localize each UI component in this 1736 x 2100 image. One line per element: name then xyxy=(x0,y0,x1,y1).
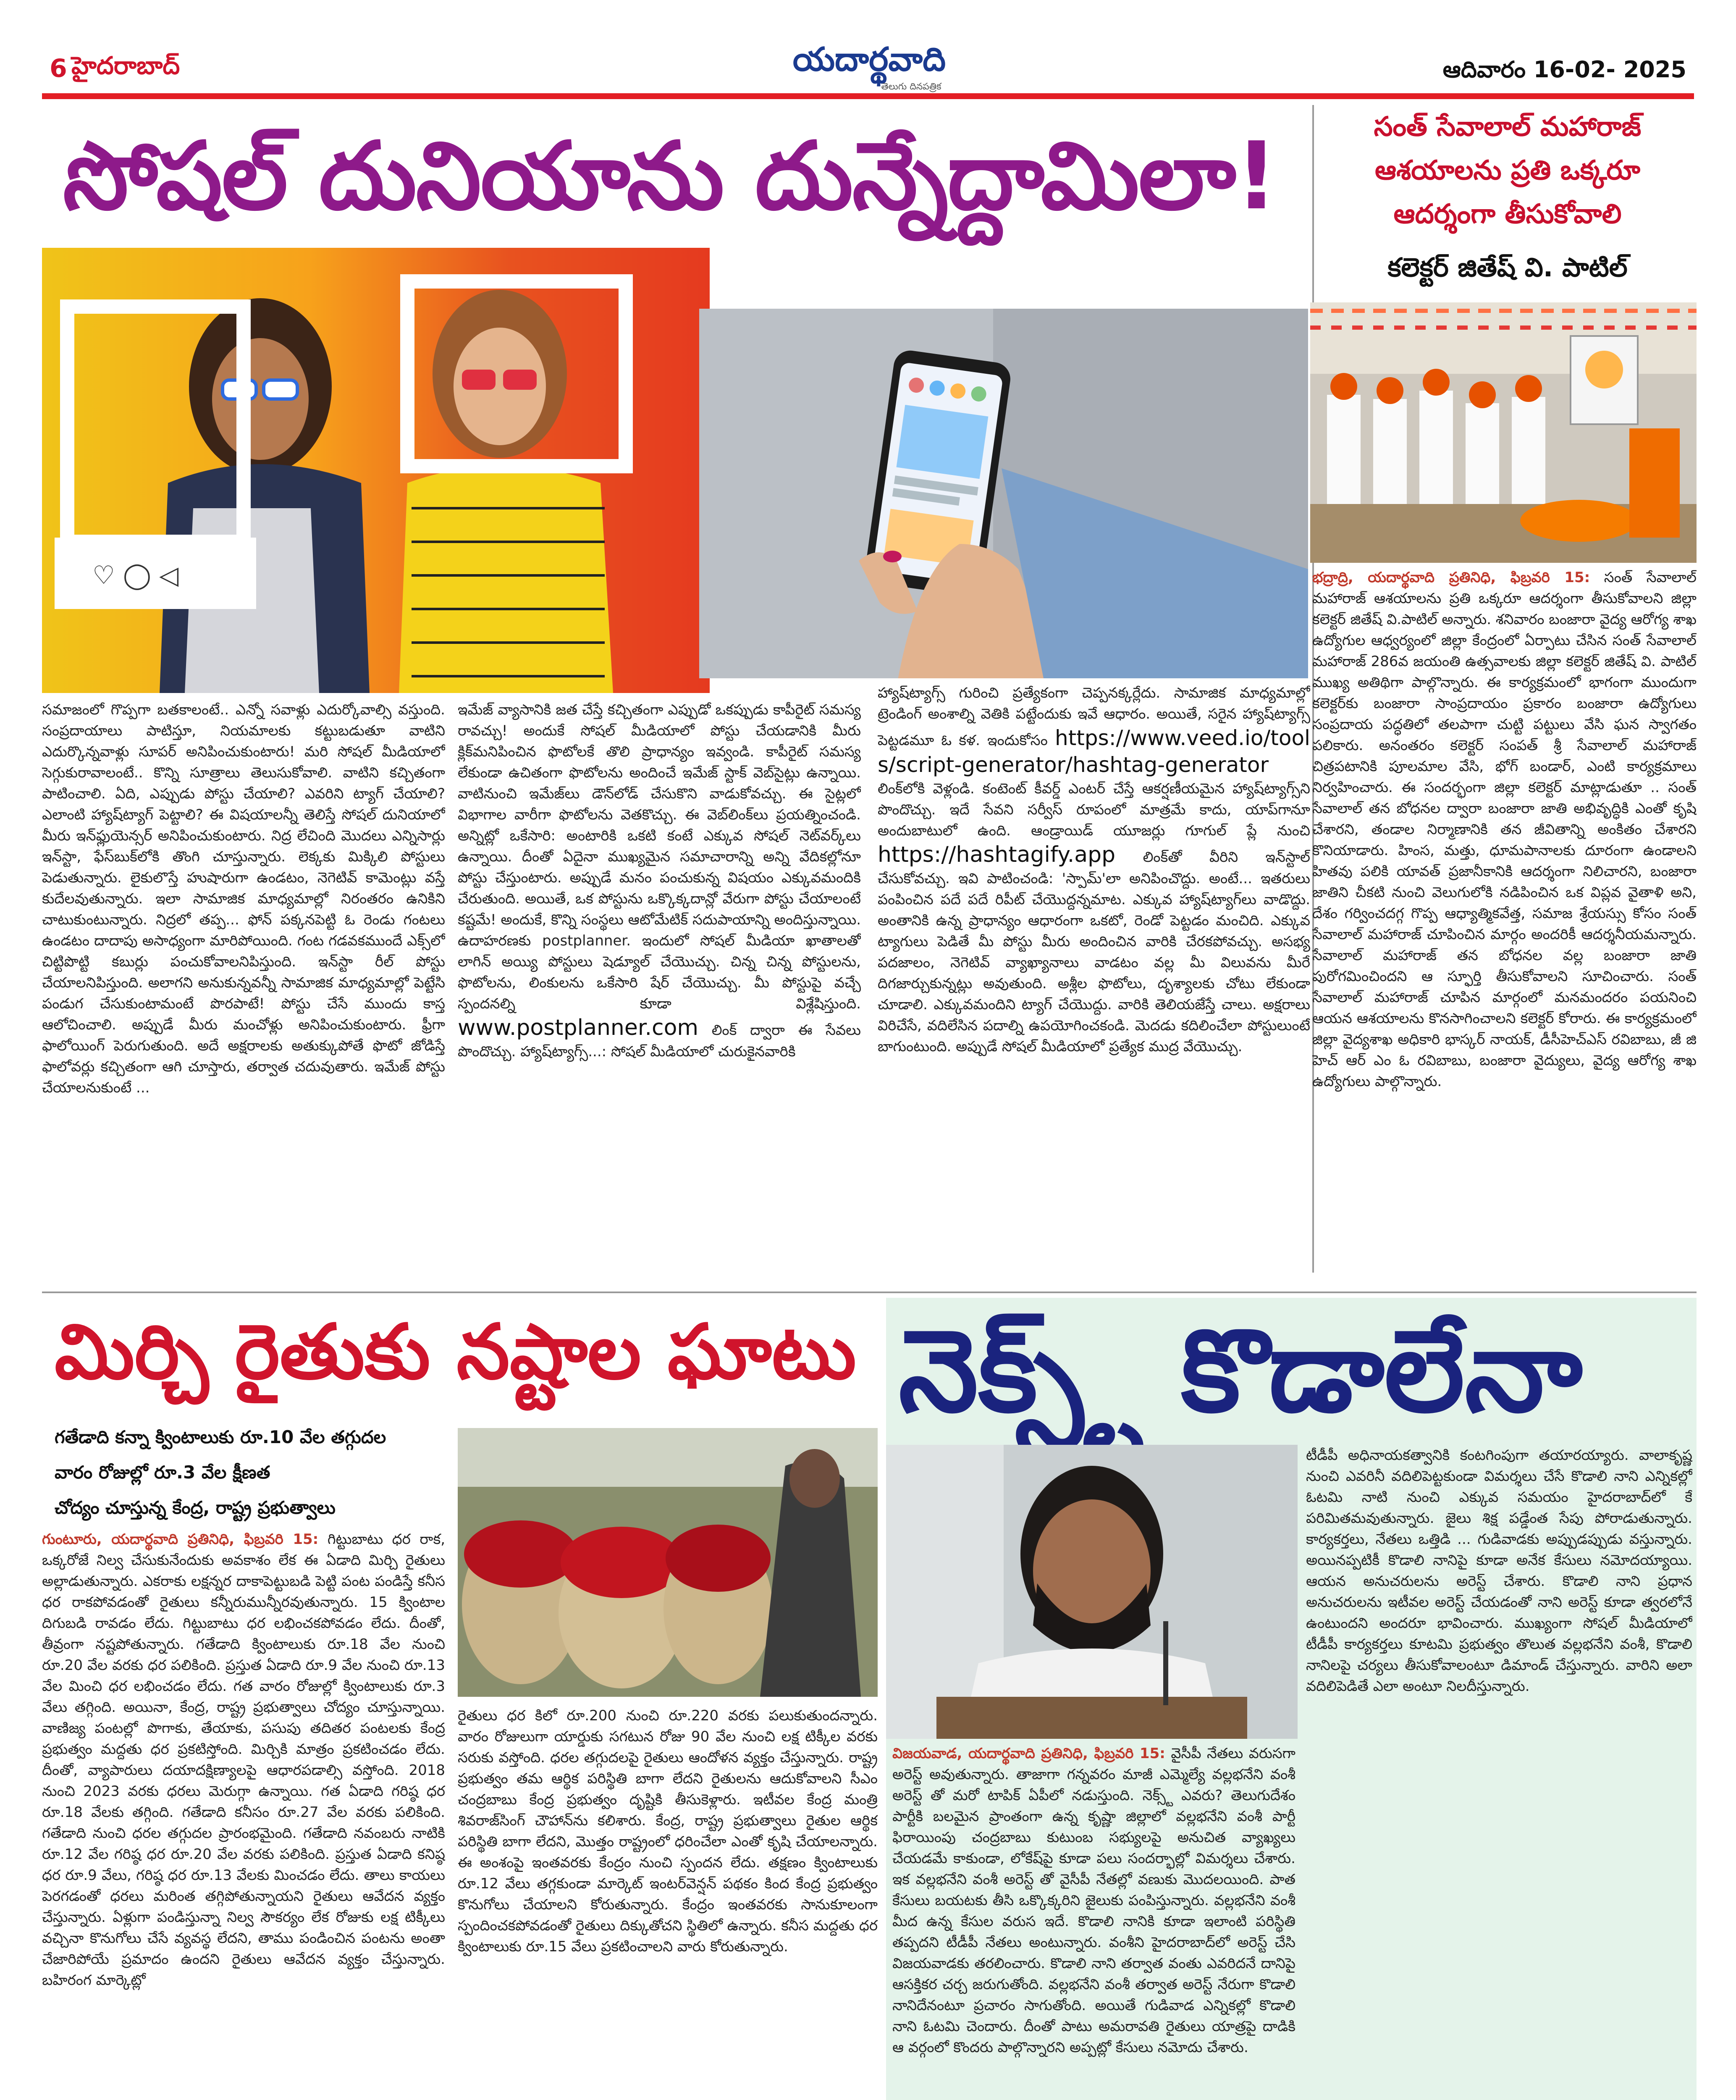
kodali-left-body: వైసీపీ నేతలు వరుసగా అరెస్ట్ అవుతున్నారు. తాజాగా గన్నవరం మాజీ ఎమ్మెల్యే వల్లభనేని వంశీ అరెస్ట్ తో మరో టాపిక్ ఏపీలో నడుస్తుంది. నెక్స్ట్ ఎవరు? తెలుగుదేశం పార్టీకి బలమైన ప్రాంతంగా ఉన్న కృష్ణా జిల్లాలో వల్లభనేని వంశీ పార్టీ ఫిరాయింపు చంద్రబాబు కుటుంబ సభ్యులపై అనుచిత వ్యాఖ్యలు చేయడమే కాకుండా, లోకేష్‌పై కూడా పలు సందర్భాల్లో విమర్శలు చేశారు. ఇక వల్లభనేని వంశీ అరెస్ట్ తో వైసీపీ నేతల్లో వణుకు మొదలయింది. పాత కేసులు బయటకు తీసి ఒక్కొక్కరిని జైలుకు పంపిస్తున్నారు. వల్లభనేని వంశీ మీద ఉన్న కేసుల వరుస ఇదే. కొడాలి నానికి కూడా ఇలాంటి పరిస్థితి తప్పదని టీడీపీ నేతలు అంటున్నారు. వంశీని హైదరాబాద్‌లో అరెస్ట్ చేసి విజయవాడకు తరలించారు. కొడాలి నాని తర్వాత వంతు ఎవరిదనే దానిపై ఆసక్తికర చర్చ జరుగుతోంది. వల్లభనేని వంశీ తర్వాత అరెస్ట్ నేరుగా కొడాలి నానిదేనంటూ ప్రచారం సాగుతోంది. అయితే గుడివాడ ఎన్నికల్లో కొడాలి నాని ఓటమి చెందారు. దీంతో పాటు అమరావతి రైతులు యాత్రపై దాడికి ఆ వర్గంలో కొందరు పాల్గొన్నారని అప్పట్లో కేసులు నమోదు చేశారు. xyxy=(892,1745,1295,2056)
mirchi-col2-text: రైతులు ధర కిలో రూ.200 నుంచి రూ.220 వరకు పలుకుతుందన్నారు. వారం రోజులుగా యార్డుకు సగటున రోజు 90 వేల నుంచి లక్ష టిక్కీల వరకు సరుకు వస్తోంది. ధరల తగ్గుదలపై రైతులు ఆందోళన వ్యక్తం చేస్తున్నారు. రాష్ట్ర ప్రభుత్వం తమ ఆర్థిక పరిస్థితి బాగా లేదని రైతులను ఆదుకోవాలని సీఎం చంద్రబాబు కేంద్ర ప్రభుత్వం దృష్టికి తీసుకెళ్లారు. ఇటీవల కేంద్ర మంత్రి శివరాజ్‌సింగ్ చౌహాన్‌ను కలిశారు. కేంద్ర, రాష్ట్ర ప్రభుత్వాలు రైతుల ఆర్థిక పరిస్థితి బాగా లేదని, మొత్తం రాష్ట్రంలో ధరించేలా ఎంతో కృషి చేయాలన్నారు. ఈ అంశంపై ఇంతవరకు కేంద్రం నుంచి స్పందన లేదు. తక్షణం క్వింటాలుకు రూ.12 వేలు తగ్గకుండా మార్కెట్ ఇంటర్‌వెన్షన్ పథకం కింద కేంద్ర ప్రభుత్వం కొనుగోలు చేయాలని కోరుతున్నారు. కేంద్రం ఇంతవరకు సానుకూలంగా స్పందించకపోవడంతో రైతులు దిక్కుతోచని స్థితిలో ఉన్నారు. కనీస మద్దతు ధర క్వింటాలుకు రూ.15 వేలు ప్రకటించాలని వారు కోరుతున్నారు. xyxy=(458,1707,878,1955)
kodali-right-text: టీడీపీ అధినాయకత్వానికి కంటగింపుగా తయారయ్యారు. వాలాకృష్ణ నుంచి ఎవరినీ వదిలిపెట్టకుండా విమర్శలు చేసే కొడాలి నాని ఎన్నికల్లో ఓటమి నాటి నుంచి ఎక్కువ సమయం హైదరాబాద్‌లో కే పరిమితమవుతున్నారు. జైలు శిక్ష పడ్డేంత సేపు పోరాడుతున్నారు. కార్యకర్తలు, నేతలు ఒత్తిడి ... గుడివాడకు అప్పుడప్పుడు వస్తున్నారు. అయినప్పటికీ కొడాలి నానిపై కూడా అనేక కేసులు నమోదయ్యాయి. ఆయన అనుచరులను అరెస్ట్ చేశారు. కొడాలి నాని ప్రధాన అనుచరులను ఇటీవల అరెస్ట్ చేయడంతో నాని అరెస్ట్ కూడా త్వరలోనే ఉంటుందని అందరూ భావించారు. ముఖ్యంగా సోషల్ మీడియాలో టీడీపీ కార్యకర్తలు కూటమి ప్రభుత్వం తొలుత వల్లభనేని వంశీ, కొడాలి నానిలపై చర్యలు తీసుకోవాలంటూ డిమాండ్ చేస్తున్నారు. వారిని అలా వదిలిపెడితే ఎలా అంటూ నిలదీస్తున్నారు. xyxy=(1306,1447,1692,1695)
sevalal-head-line3: ఆదర్శంగా తీసుకోవాలి xyxy=(1393,199,1622,230)
sevalal-photo xyxy=(1310,302,1697,563)
social-col2-body: ఇమేజ్ వ్యాసానికి జత చేస్తే కచ్చితంగా ఎప్పుడో ఒకప్పుడు కాపీరైట్ సమస్య రావచ్చు! అందుకే సోషల్ మీడియాలో పోస్టు చేయడానికి మీరు క్లిక్‌మనిపించిన ఫొటోలకే తొలి ప్రాధాన్యం ఇవ్వండి. కాపీరైట్ సమస్య లేకుండా ఉచితంగా ఫొటోలను అందించే ఇమేజ్ స్టాక్ వెబ్‌సైట్లు ఉన్నాయి. వాటినుంచి ఇమేజ్‌లు డౌన్‌లోడ్ చేసుకొని వాడుకోవచ్చు. ఈ సైట్లలో విభాగాల వారీగా ఫొటోలను వెతకొచ్చు. ఈ వెబ్‌లింక్‌లు ప్రయత్నించండి. అన్నిట్లో ఒకేసారి: అంటారికి ఒకటి కంటే ఎక్కువ సోషల్ నెట్‌వర్క్‌లు ఉన్నాయి. దీంతో ఏదైనా ముఖ్యమైన సమాచారాన్ని అన్ని వేదికల్లోనూ పోస్టు చేస్తుంటారు. అప్పుడే మనం పంచుకున్న విషయం ఎక్కువమందికి చేరుతుంది. అయితే, ఒక పోస్టును ఒక్కొక్కదాన్లో వేరుగా పోస్టు చేయాలంటే కష్టమే! అందుకే, కొన్ని సంస్థలు ఆటోమేటిక్ సదుపాయాన్ని అందిస్తున్నాయి. ఉదాహరణకు postplanner. ఇందులో సోషల్ మీడియా ఖాతాలతో లాగిన్ అయ్యి పోస్టులు షెడ్యూల్ చేయొచ్చు. చిన్న చిన్న పోస్టులను, ఫొటోలను, లింకులను ఒకేసారి షేర్ చేయొచ్చు. మీ పోస్టుపై వచ్చే స్పందనల్ని కూడా విశ్లేషిస్తుంది. xyxy=(458,701,861,1012)
hashtagify-link[interactable]: https://hashtagify.app xyxy=(878,842,1116,867)
social-headline: సోషల్ దునియాను దున్నేద్దామిలా! xyxy=(63,122,1277,231)
social-photo-girls xyxy=(42,248,710,693)
kodali-headline: నెక్స్ట్ కొడాలేనా xyxy=(899,1305,1583,1437)
sevalal-head-line2: ఆశయాలను ప్రతి ఒక్కరూ xyxy=(1375,155,1640,186)
logo-tagline: తెలుగు దినపత్రిక xyxy=(881,81,941,92)
social-photo-phone xyxy=(699,309,1308,678)
veed-link[interactable]: https://www.veed.io/tools/script-generator/hashtag-generator xyxy=(878,726,1310,777)
mirchi-column-1 xyxy=(42,1529,445,2100)
issue-date: ఆదివారం 16-02- 2025 xyxy=(1442,56,1686,83)
mirchi-dateline: గుంటూరు, యదార్థవాది ప్రతినిధి, ఫిబ్రవరి 15: xyxy=(42,1531,319,1548)
social-col1-text: సమాజంలో గొప్పగా బతకాలంటే.. ఎన్నో సవాళ్లు ఎదుర్కోవాల్సి వస్తుంది. సంప్రదాయాలు పాటిస్తూ, నియమాలకు కట్టుబడుతూ వాటిని ఎదుర్కొన్నవాళ్లు సూపర్ అనిపించుకుంటారు! మరి సోషల్ మీడియాలో సెగ్గుకురావాలంటే.. కొన్ని సూత్రాలు తెలుసుకోవాలి. వాటిని కచ్చితంగా పాటించాలి. ఏది, ఎప్పుడు పోస్టు చేయాలి? ఎవరిని ట్యాగ్ చేయాలి? ఎలాంటి హ్యాష్‌ట్యాగ్ పెట్టాలి? ఈ విషయాలన్నీ తెలిస్తే సోషల్ దునియాలో మీరు ఇన్‌ఫ్లుయెన్సర్ అనిపించుకుంటారు. నిద్ర లేచింది మొదలు ఎన్నిసార్లు ఇన్‌స్టా, ఫేస్‌బుక్‌లోకి తొంగి చూస్తున్నారు. లెక్కకు మిక్కిలి పోస్టులు పెడుతున్నారు. లైకులొస్తే హుషారుగా ఉండటం, నెగెటివ్ కామెంట్లు వస్తే కుదేలవుతున్నారు. ఇలా సామాజిక మాధ్యమాల్లో నిరంతరం ఉనికిని చాటుకుంటున్నారు. నిద్రలో తప్ప... ఫోన్ పక్కనపెట్టి ఓ రెండు గంటలు ఉండటం దాదాపు అసాధ్యంగా మారిపోయింది. గంట గడవకముందే ఎక్స్‌లో చిట్టిపొట్టి కబుర్లు పంచుకోవాలనిపిస్తుంది. ఇన్‌స్టా రీల్ పోస్టు చేయాలనిపిస్తుంది. అలాగని అనుకున్నవన్నీ సామాజిక మాధ్యమాల్లో పెట్టేసి పండుగ చేసుకుంటామంటే పొరపాటే! పోస్టు చేసే ముందు కాస్త ఆలోచించాలి. అప్పుడే మీరు మంచోళ్లు అనిపించుకుంటారు. ఫ్రీగా ఫాలోయింగ్ పెరుగుతుంది. అదే అక్షరాలకు అతుక్కుపోతే ఫొటో జోడిస్తే ఫాలోవర్లు కచ్చితంగా ఆగి చూస్తారు, తర్వాత చదువుతారు. ఇమేజ్ పోస్టు చేయాలనుకుంటే ... xyxy=(42,701,445,1096)
social-col3-a: హ్యాష్‌ట్యాగ్స్ గురించి ప్రత్యేకంగా చెప్పనక్కర్లేదు. సామాజిక మాధ్యమాల్లో ట్రెండింగ్ అంశాల్ని వెతికి పట్టేందుకు ఇవే ఆధారం. అయితే, సరైన హ్యాష్‌ట్యాగ్స్ పెట్టడమూ ఓ కళ. ఇందుకోసం xyxy=(878,685,1310,749)
social-col2-after: లింక్ ద్వారా ఈ సేవలు పొందొచ్చు. హ్యాష్‌ట్యాగ్స్...: సోషల్ మీడియాలో చురుకైనవారికి xyxy=(458,1022,861,1060)
sevalal-head-line1: సంత్ సేవాలాల్ మహారాజ్ xyxy=(1374,111,1642,142)
kodali-photo xyxy=(886,1445,1298,1739)
social-col2-text xyxy=(458,699,861,1062)
social-column-1 xyxy=(42,699,445,1266)
kodali-column-right xyxy=(1306,1445,1692,2100)
mirchi-column-2 xyxy=(458,1705,878,2100)
logo-text: యదార్థవాది xyxy=(792,41,946,79)
mirchi-subhead-3: చోద్యం చూస్తున్న కేంద్ర, రాష్ట్ర ప్రభుత్వాలు xyxy=(55,1497,336,1518)
sevalal-body xyxy=(1312,567,1697,1281)
kodali-dateline: విజయవాడ, యదార్థవాది ప్రతినిధి, ఫిబ్రవరి 15: xyxy=(892,1745,1165,1762)
social-col3-text xyxy=(878,682,1310,1057)
mirchi-col1-text xyxy=(42,1529,445,1991)
mirchi-photo xyxy=(458,1428,878,1697)
mirchi-subhead-2: వారం రోజుల్లో రూ.3 వేల క్షీణత xyxy=(55,1462,270,1483)
sevalal-dateline: భద్రాద్రి, యదార్థవాది ప్రతినిధి, ఫిబ్రవరి 15: xyxy=(1312,569,1590,586)
page-number: 6 xyxy=(50,54,67,83)
svg-text:♡ ◯ ◁: ♡ ◯ ◁ xyxy=(92,561,179,590)
sevalal-headline xyxy=(1319,105,1697,236)
postplanner-link[interactable]: www.postplanner.com xyxy=(458,1015,699,1040)
mirchi-subheads xyxy=(55,1420,449,1525)
kodali-left-text xyxy=(892,1743,1295,2058)
social-col3-b: లింక్‌లోకి వెళ్లండి. కంటెంట్ కీవర్డ్ ఎంటర్ చేస్తే ఆకర్షణీయమైన హ్యాష్‌ట్యాగ్స్‌ని పొందొచ్చు. ఇదే సేవని సర్వీస్ రూపంలో మాత్రమే కాదు, యాప్‌గానూ అందుబాటులో ఉంది. ఆండ్రాయిడ్ యూజర్లు గూగుల్ ప్లే నుంచి xyxy=(878,780,1310,839)
social-column-2 xyxy=(458,699,861,1266)
kodali-column-left xyxy=(892,1743,1295,2100)
social-col3-c: లింక్‌తో వీరిని ఇన్‌స్టాల్ చేసుకోవచ్చు. ఇవి పాటించండి: 'స్పామ్'లా అనిపించొద్దు. అంటే... ఇతరులు పంపించిన పదే పదే రిపీట్ చేయొద్దన్నమాట. ఎక్కువ హ్యాష్‌ట్యాగ్‌లు వాడొద్దు. అంతానికి ఉన్న ప్రాధాన్యం ఆధారంగా ఒకటో, రెండో పెట్టడం మంచిది. ఎక్కువ ట్యాగులు పెడితే మీ పోస్టు మీరు అందించిన వారికి చేరకపోవచ్చు. అసభ్య పదజాలం, నెగెటివ్ వ్యాఖ్యానాలు వాడటం వల్ల మీ విలువను మీరే దిగజార్చుకున్నట్లు అవుతుంది. అశ్లీల ఫొటోలు, దృశ్యాలకు చోటు లేకుండా చూడాలి. ఎక్కువమందిని ట్యాగ్ చేయొద్దు. వారికి తెలియజేస్తే చాలు. అక్షరాలు విరిచేసే, వదిలేసిన పదాల్ని ఉపయోగించకండి. మెదడు కదిలించేలా పోస్టులుంటే బాగుంటుంది. అప్పుడే సోషల్ మీడియాలో ప్రత్యేక ముద్ర వేయొచ్చు. xyxy=(878,849,1310,1055)
sevalal-text xyxy=(1312,567,1697,1092)
mirchi-subhead-1: గతేడాది కన్నా క్వింటాలుకు రూ.10 వేల తగ్గుదల xyxy=(55,1427,386,1447)
mirchi-col1-body: గిట్టుబాటు ధర రాక, ఒక్కరోజే నిల్వ చేసుకునేందుకు అవకాశం లేక ఈ ఏడాది మిర్చి రైతులు అల్లాడుతున్నారు. ఎకరాకు లక్షన్నర దాకాపెట్టుబడి పెట్టి పంట పండిస్తే కనీస ధర రాకపోవడంతో రైతులు కన్నీరుమున్నీరవుతున్నారు. 15 క్వింటాల దిగుబడి రావడం లేదు. గిట్టుబాటు ధర లభించకపోవడం లేదు. దీంతో, తీవ్రంగా నష్టపోతున్నారు. గతేడాది క్వింటాలుకు రూ.18 వేల నుంచి రూ.20 వేల వరకు ధర పలికింది. ప్రస్తుత ఏడాది రూ.9 వేల నుంచి రూ.13 వేల మించి ధర లభించడం లేదు. గత వారం రోజుల్లో క్వింటాలుకు రూ.3 వేలు తగ్గింది. అయినా, కేంద్ర, రాష్ట్ర ప్రభుత్వాలు చోద్యం చూస్తున్నాయి. వాణిజ్య పంటల్లో పొగాకు, తేయాకు, పసుపు తదితర పంటలకు కేంద్ర ప్రభుత్వం మద్దతు ధర ప్రకటిస్తోంది. మిర్చికి మాత్రం ప్రకటించడం లేదు. దీంతో, వ్యాపారులు దయాదక్షిణ్యాలపై ఆధారపడాల్సి వస్తోంది. 2018 నుంచి 2023 వరకు ధరలు మెరుగ్గా ఉన్నాయి. గత ఏడాది గరిష్ఠ ధర రూ.18 వేలకు తగ్గింది. గతేడాది కనీసం రూ.27 వేల వరకు పలికింది. గతేడాది నుంచి ధరల తగ్గుదల ప్రారంభమైంది. గతేడాది నవంబరు నాటికి రూ.12 వేల గరిష్ఠ ధర రూ.20 వేల వరకు పలికింది. ప్రస్తుత ఏడాది కనిష్ఠ ధర రూ.9 వేలు, గరిష్ఠ ధర రూ.13 వేలకు మించడం లేదు. తాలు కాయలు పెరగడంతో ధరలు మరింత తగ్గిపోతున్నాయని రైతులు ఆవేదన వ్యక్తం చేస్తున్నారు. ఏళ్లుగా పండిస్తున్నా నిల్వ సౌకర్యం లేక రోజుకు లక్ష టిక్కీలు వచ్చినా కొనుగోలు చేసే వ్యవస్థ లేదని, తాము పండించిన పంటను అంతా చేజారిపోయే ప్రమాదం ఉందని రైతులు ఆవేదన వ్యక్తం చేస్తున్నారు. బహిరంగ మార్కెట్లో xyxy=(42,1531,445,1989)
mirchi-headline: మిర్చి రైతుకు నష్టాల ఘాటు xyxy=(55,1308,856,1396)
masthead-rule xyxy=(42,93,1694,99)
sevalal-body-text: సంత్ సేవాలాల్ మహారాజ్ ఆశయాలను ప్రతి ఒక్కరూ ఆదర్శంగా తీసుకోవాలని జిల్లా కలెక్టర్ జితేష్ వి.పాటిల్ అన్నారు. శనివారం బంజారా వైద్య ఆరోగ్య శాఖ ఉద్యోగుల ఆధ్వర్యంలో జిల్లా కేంద్రంలో ఏర్పాటు చేసిన సంత్ సేవాలాల్ మహారాజ్ 286వ జయంతి ఉత్సవాలకు జిల్లా కలెక్టర్ జితేష్ వి. పాటిల్ ముఖ్య అతిథిగా పాల్గొన్నారు. ఈ కార్యక్రమంలో భాగంగా ముందుగా కలెక్టర్‌కు బంజారా సాంప్రదాయం ప్రకారం బంజారా ఉద్యోగులు సంప్రదాయ పద్ధతిలో తలపాగా చుట్టి పట్టులు వేసి ఘన స్వాగతం పలికారు. అనంతరం కలెక్టర్ సంపత్ శ్రీ సేవాలాల్ మహారాజ్ చిత్రపటానికి పూలమాల వేసి, భోగ్ బండార్, ఎంటి కార్యక్రమాలు నిర్వహించారు. ఈ సందర్భంగా జిల్లా కలెక్టర్ మాట్లాడుతూ .. సంత్ సేవాలాల్ తన బోధనల ద్వారా బంజారా జాతి అభివృద్ధికి ఎంతో కృషి చేశారని, తండాల నిర్మాణానికి తన జీవితాన్ని అంకితం చేశారని కొనియాడారు. హింస, మత్తు, ధూమపానాలకు దూరంగా ఉండాలని హితవు పలికి యావత్ ప్రజానీకానికి ఆదర్శంగా నిలిచారని, బంజారా జాతిని చీకటి నుంచి వెలుగులోకి నడిపించిన ఒక విప్లవ వైతాళి అని, దేశం గర్వించదగ్గ గొప్ప ఆధ్యాత్మికవేత్త, సమాజ శ్రేయస్సు కోసం సంత్ సేవాలాల్ మహారాజ్ చూపించిన మార్గం అందరికీ ఆదర్శనీయమన్నారు. సేవాలాల్ మహారాజ్ తన బోధనల వల్ల బంజారా జాతి పురోగమించిందని ఆ స్ఫూర్తి తీసుకోవాలని సూచించారు. సంత్ సేవాలాల్ మహారాజ్ చూపిన మార్గంలో మనమందరం పయనించి ఆయన ఆశయాలను కొనసాగించాలని కలెక్టర్ కోరారు. ఈ కార్యక్రమంలో జిల్లా వైద్యశాఖ అధికారి భాస్కర్ నాయక్, డీసీహెచ్ఎస్ రవిబాబు, జీ జి హెచ్ ఆర్ ఎం ఓ రవిబాబు, బంజారా వైద్యులు, వైద్య ఆరోగ్య శాఖ ఉద్యోగులు పాల్గొన్నారు. xyxy=(1312,569,1697,1090)
logo xyxy=(756,39,983,102)
section-name: హైదరాబాద్ xyxy=(71,51,180,80)
social-column-3 xyxy=(878,682,1310,1266)
sevalal-byline: కలెక్టర్ జితేష్ వి. పాటిల్ xyxy=(1387,252,1628,283)
section-rule-1 xyxy=(42,1292,1697,1293)
